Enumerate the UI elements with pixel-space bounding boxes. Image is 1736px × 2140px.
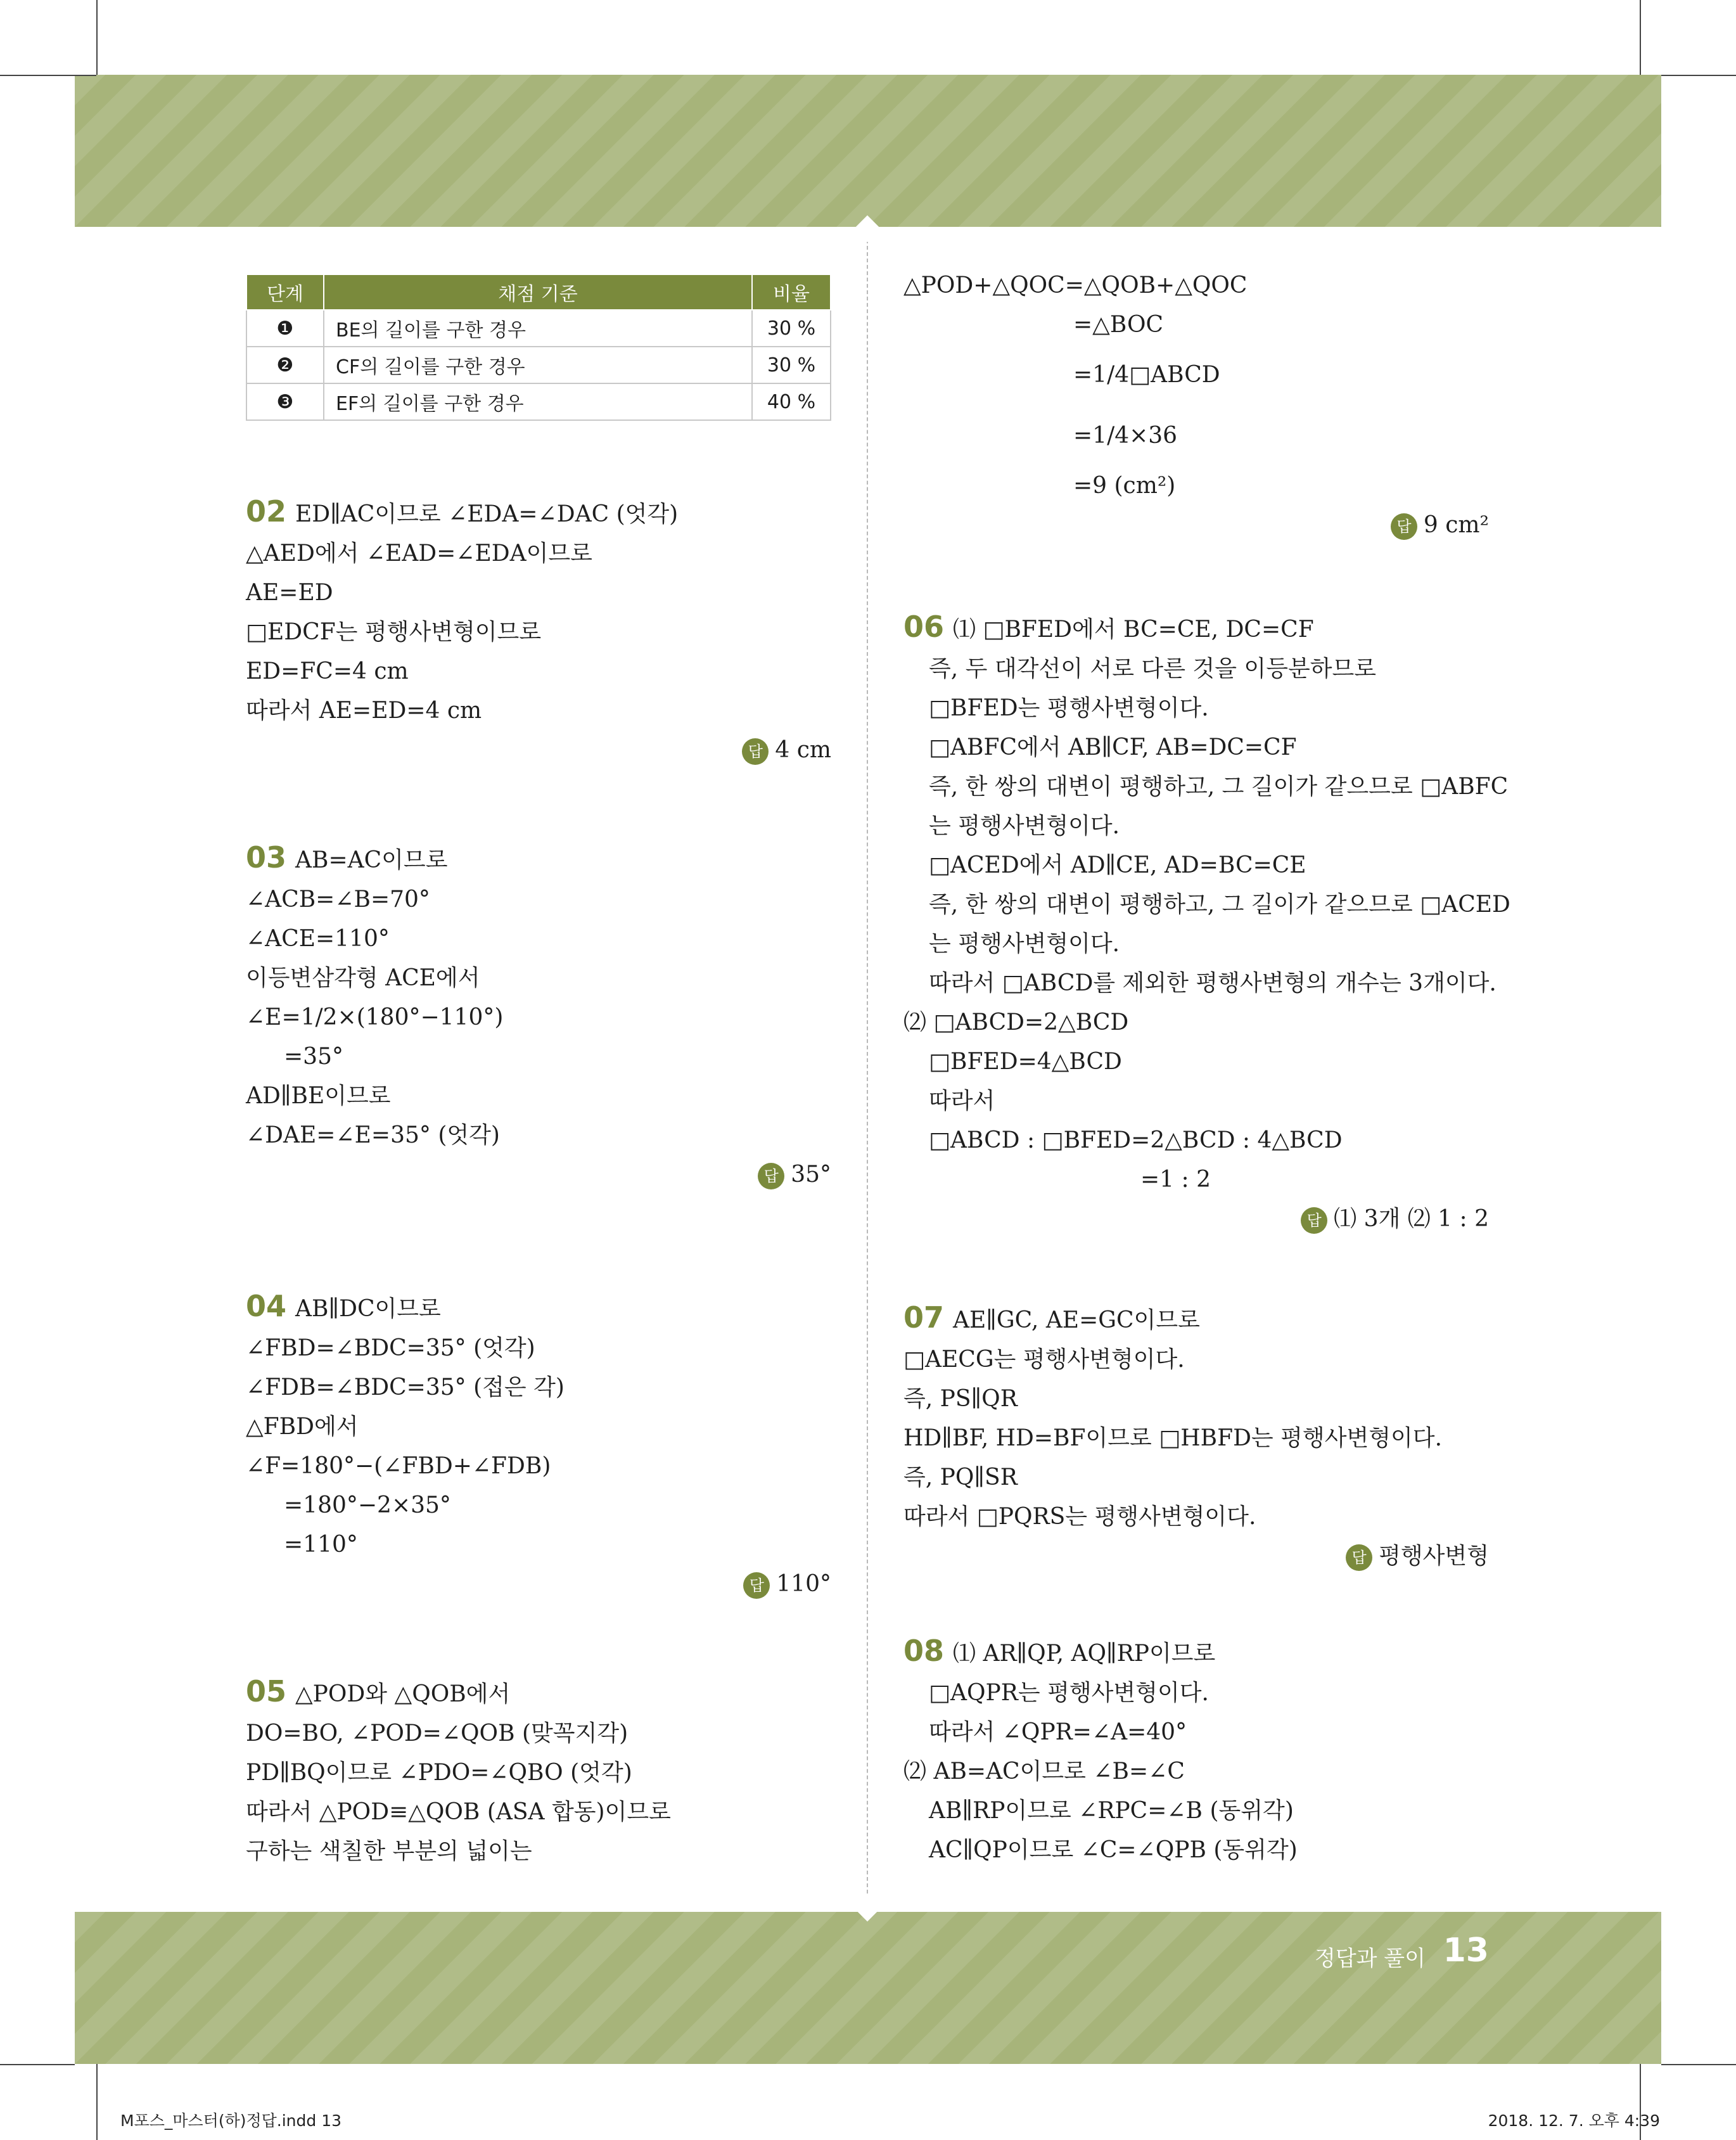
solution-line: 따라서 AE=ED=4 cm (246, 698, 482, 724)
solution-line: ED∥AC이므로 ∠EDA=∠DAC (엇각) (295, 501, 679, 527)
crop-mark (96, 2064, 98, 2140)
answer-line (246, 1155, 831, 1195)
solution-line: △POD와 △QOB에서 (295, 1681, 511, 1707)
solution-line: 즉, PQ∥SR (903, 1464, 1018, 1490)
solution-line: HD∥BF, HD=BF이므로 □HBFD는 평행사변형이다. (903, 1425, 1443, 1451)
solution-line: =35° (284, 1044, 343, 1070)
problem-08 (903, 1631, 1489, 1870)
answer-badge-icon: 답 (742, 738, 769, 765)
problem-06 (903, 607, 1510, 1239)
solution-line: PD∥BQ이므로 ∠PDO=∠QBO (엇각) (246, 1760, 632, 1786)
table-header: 채점 기준 (324, 274, 752, 310)
answer-line (903, 1537, 1489, 1576)
solution-line: □ABCD : □BFED=2△BCD : 4△BCD (929, 1127, 1343, 1153)
footer-section-label: 정답과 풀이 (1314, 1946, 1426, 1971)
answer-line (246, 1565, 831, 1604)
solution-line: DO=BO, ∠POD=∠QOB (맞꼭지각) (246, 1720, 629, 1746)
solution-line: ED=FC=4 cm (246, 658, 409, 684)
problem-number: 02 (246, 494, 287, 529)
solution-line: △AED에서 ∠EAD=∠EDA이므로 (246, 541, 592, 567)
solution-line: ∠FDB=∠BDC=35° (접은 각) (246, 1374, 565, 1400)
solution-line: AB=AC이므로 (295, 847, 448, 873)
solution-line: ⑵ AB=AC이므로 ∠B=∠C (903, 1759, 1185, 1784)
problem-number: 03 (246, 840, 287, 875)
answer-value: 평행사변형 (1379, 1543, 1489, 1569)
solution-line: 이등변삼각형 ACE에서 (246, 965, 480, 991)
solution-line: ∠ACE=110° (246, 926, 390, 952)
solution-line: =1 : 2 (1140, 1167, 1211, 1193)
answer-badge-icon: 답 (1346, 1544, 1372, 1571)
solution-line: ⑴ □BFED에서 BC=CE, DC=CF (953, 617, 1314, 643)
solution-line: 따라서 (929, 1088, 995, 1114)
answer-value: 4 cm (775, 737, 831, 763)
solution-line: □BFED=4△BCD (929, 1049, 1122, 1075)
solution-line: =1/4×36 (1073, 423, 1178, 449)
answer-line (903, 1200, 1489, 1239)
answer-value: ⑴ 3개 ⑵ 1 : 2 (1334, 1206, 1489, 1232)
solution-line: AC∥QP이므로 ∠C=∠QPB (동위각) (929, 1837, 1298, 1863)
solution-line: AD∥BE이므로 (246, 1083, 391, 1109)
solution-line: ∠F=180°−(∠FBD+∠FDB) (246, 1453, 551, 1479)
solution-line: □AECG는 평행사변형이다. (903, 1347, 1185, 1373)
table-cell: ❶ (246, 310, 324, 347)
problem-05 (246, 1672, 831, 1871)
solution-line: ∠FBD=∠BDC=35° (엇각) (246, 1335, 535, 1361)
problem-number: 07 (903, 1300, 945, 1335)
solution-line: □EDCF는 평행사변형이므로 (246, 619, 542, 645)
table-row (246, 347, 831, 383)
solution-line: AE=ED (246, 580, 333, 606)
answer-badge-icon: 답 (743, 1572, 770, 1599)
answer-line (903, 506, 1489, 545)
column-divider (867, 233, 868, 1906)
table-cell: BE의 길이를 구한 경우 (324, 310, 752, 347)
solution-line: AE∥GC, AE=GC이므로 (953, 1307, 1200, 1333)
crop-mark (0, 75, 96, 76)
header-band (75, 75, 1661, 227)
solution-line: 따라서 ∠QPR=∠A=40° (929, 1719, 1187, 1745)
solution-line: 구하는 색칠한 부분의 넓이는 (246, 1838, 532, 1864)
table-cell: 30 % (752, 310, 831, 347)
table-row (246, 310, 831, 347)
solution-line: □BFED는 평행사변형이다. (929, 695, 1209, 721)
crop-mark (0, 2064, 75, 2065)
solution-line: AB∥DC이므로 (295, 1296, 441, 1322)
solution-line: △POD+△QOC=△QOB+△QOC (903, 272, 1248, 298)
solution-line: =110° (284, 1532, 358, 1558)
solution-line: 는 평행사변형이다. (929, 931, 1120, 957)
crop-mark (96, 0, 98, 75)
solution-line: □ACED에서 AD∥CE, AD=BC=CE (929, 852, 1306, 878)
table-cell: 40 % (752, 383, 831, 420)
solution-line: 즉, 한 쌍의 대변이 평행하고, 그 길이가 같으므로 □ABFC (929, 774, 1509, 800)
table-cell: EF의 길이를 구한 경우 (324, 383, 752, 420)
solution-line: AB∥RP이므로 ∠RPC=∠B (동위각) (929, 1798, 1294, 1824)
problem-number: 04 (246, 1289, 287, 1323)
table-cell: 30 % (752, 347, 831, 383)
solution-line: ∠DAE=∠E=35° (엇각) (246, 1122, 500, 1148)
solution-line: 따라서 □ABCD를 제외한 평행사변형의 개수는 3개이다. (929, 970, 1497, 996)
crop-mark (1661, 2064, 1736, 2065)
grading-table (246, 274, 831, 421)
solution-line: ⑴ AR∥QP, AQ∥RP이므로 (953, 1641, 1216, 1667)
problem-02 (246, 492, 831, 770)
answer-value: 35° (791, 1162, 831, 1188)
answer-badge-icon: 답 (1391, 513, 1417, 540)
slug-timestamp: 2018. 12. 7. 오후 4:39 (1488, 2111, 1660, 2130)
solution-line: 따라서 □PQRS는 평행사변형이다. (903, 1504, 1256, 1530)
answer-value: 110° (776, 1571, 831, 1597)
solution-line: =1/4□ABCD (1073, 362, 1220, 388)
solution-line: 즉, 두 대각선이 서로 다른 것을 이등분하므로 (929, 656, 1377, 682)
table-row (246, 383, 831, 420)
problem-03 (246, 838, 831, 1195)
crop-mark (1640, 0, 1641, 75)
crop-mark (1661, 75, 1736, 76)
problem-number: 06 (903, 610, 945, 644)
problem-number: 08 (903, 1634, 945, 1668)
solution-line: =△BOC (1073, 312, 1164, 338)
answer-value: 9 cm² (1423, 512, 1489, 538)
page-number: 13 (1443, 1932, 1489, 1970)
table-header: 비율 (752, 274, 831, 310)
solution-line: □AQPR는 평행사변형이다. (929, 1680, 1209, 1706)
table-cell: ❸ (246, 383, 324, 420)
solution-line: □ABFC에서 AB∥CF, AB=DC=CF (929, 734, 1297, 760)
table-cell: CF의 길이를 구한 경우 (324, 347, 752, 383)
solution-line: ∠ACB=∠B=70° (246, 887, 430, 913)
problem-04 (246, 1286, 831, 1604)
solution-line: △FBD에서 (246, 1414, 359, 1440)
solution-line: 따라서 △POD≡△QOB (ASA 합동)이므로 (246, 1799, 671, 1825)
solution-line: 즉, PS∥QR (903, 1386, 1018, 1412)
problem-number: 05 (246, 1674, 287, 1708)
slug-file: M포스_마스터(하)정답.indd 13 (120, 2111, 342, 2130)
footer-band (75, 1912, 1661, 2064)
solution-line: 즉, 한 쌍의 대변이 평행하고, 그 길이가 같으므로 □ACED (929, 892, 1510, 918)
solution-line: =180°−2×35° (284, 1492, 451, 1518)
answer-badge-icon: 답 (758, 1163, 784, 1189)
answer-badge-icon: 답 (1301, 1207, 1327, 1234)
problem-07 (903, 1298, 1489, 1576)
table-header: 단계 (246, 274, 324, 310)
solution-line: =9 (cm²) (1073, 473, 1176, 499)
problem-05-continued (903, 266, 1489, 545)
answer-line (246, 731, 831, 770)
solution-line: 는 평행사변형이다. (929, 813, 1120, 839)
table-cell: ❷ (246, 347, 324, 383)
solution-line: ∠E=1/2×(180°−110°) (246, 1004, 504, 1030)
solution-line: ⑵ □ABCD=2△BCD (903, 1009, 1129, 1035)
table-header-row (246, 274, 831, 310)
